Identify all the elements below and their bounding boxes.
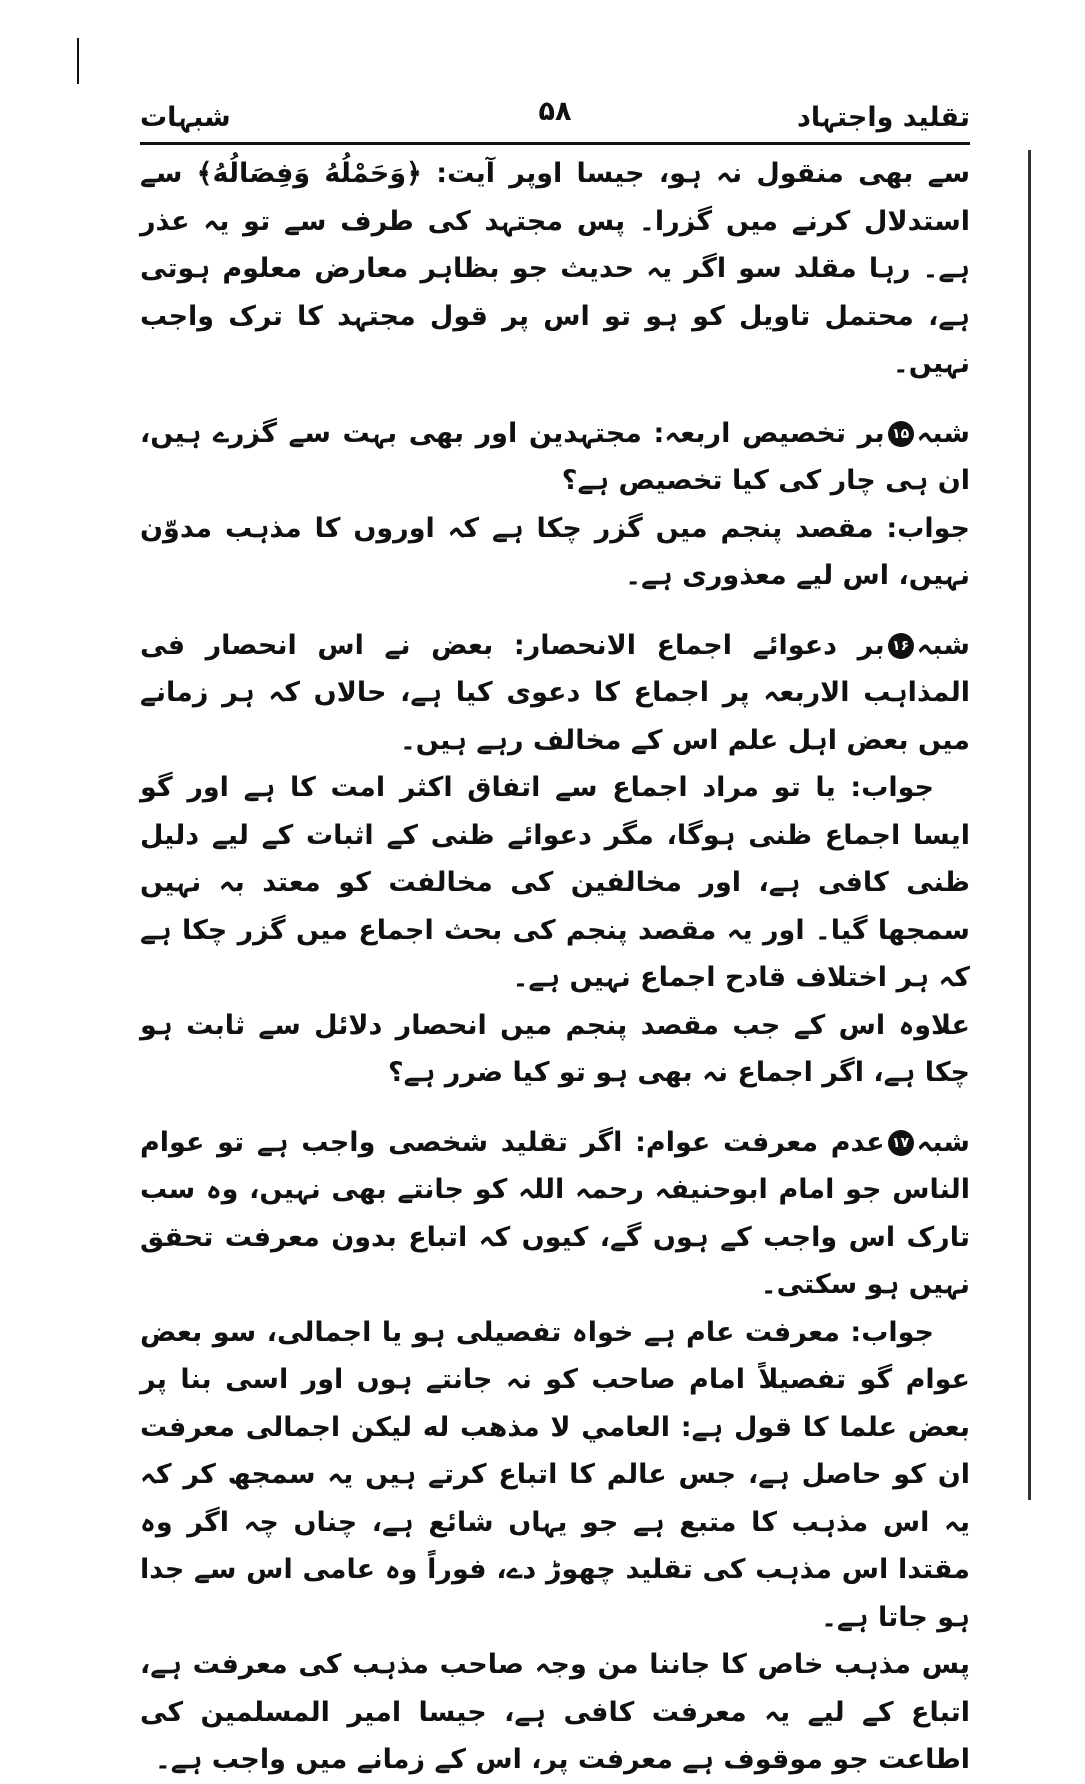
answer-17: جواب: معرفت عام ہے خواہ تفصیلی ہو یا اجمالی، سو بعض عوام گو تفصیلاً امام صاحب کو نہ جانتے ہوں اور اسی بنا پر بعض علما کا قول ہے: العامي لا مذهب له لیکن اجمالی معرفت ان کو حاصل ہے، جس عالم کا اتباع کرتے ہیں یہ سمجھ کر کہ یہ اس مذہب کا متبع ہے جو یہاں شائع ہے، چناں چہ اگر وہ مقتدا اس مذہب کی تقلید چھوڑ دے، فوراً وہ عامی اس سے جدا ہو جاتا ہے۔ [140, 1316, 970, 1633]
book-title: تقلید واجتہاد [797, 101, 970, 133]
paragraph-1-text-a: سے بھی منقول نہ ہو، جیسا اوپر آیت: [436, 158, 971, 189]
page-body [140, 150, 970, 1784]
paragraph-1-text-b: سے استدلال کرنے میں گزرا۔ [140, 158, 970, 237]
question-16-label: شبہ [916, 629, 970, 661]
section-title: شبہات [140, 101, 231, 133]
question-16-number-badge: ۱۶ [888, 633, 914, 659]
spacer [140, 600, 970, 622]
page-header [140, 92, 970, 145]
question-17-number-badge: ۱۷ [888, 1130, 914, 1156]
question-15-number-badge: ۱۵ [888, 421, 914, 447]
question-16-text: بر دعوائے اجماع الانحصار: بعض نے اس انحصار فی المذاہب الاربعہ پر اجماع کا دعوی کیا ہے، حالاں کہ ہر زمانے میں بعض اہل علم اس کے مخالف رہے ہیں۔ [140, 629, 970, 756]
quranic-quote: ﴿وَحَمْلُهُ وَفِصَالُهُ﴾ [196, 158, 422, 189]
answer-15: جواب: مقصد پنجم میں گزر چکا ہے کہ اوروں کا مذہب مدوّن نہیں، اس لیے معذوری ہے۔ [140, 512, 970, 591]
spacer [140, 388, 970, 410]
question-15-text: بر تخصیص اربعہ: مجتہدین اور بھی بہت سے گزرے ہیں، ان ہی چار کی کیا تخصیص ہے؟ [140, 417, 970, 496]
question-17 [140, 1119, 970, 1309]
answer-17-continued: پس مذہب خاص کا جاننا من وجہ صاحب مذہب کی معرفت ہے، اتباع کے لیے یہ معرفت کافی ہے، جیسا امیر المسلمین کی اطاعت جو موقوف ہے معرفت پر، اس کے زمانے میں واجب ہے۔ [140, 1649, 970, 1775]
paragraph-1-line-3: محتمل تاویل کو ہو تو اس پر قول مجتہد کا ترک واجب نہیں۔ [140, 300, 970, 379]
question-16 [140, 622, 970, 765]
answer-16-continued: علاوہ اس کے جب مقصد پنجم میں انحصار دلائل سے ثابت ہو چکا ہے، اگر اجماع نہ بھی ہو تو کیا ضرر ہے؟ [140, 1009, 970, 1088]
scan-edge-mark-top [77, 38, 79, 84]
answer-16: جواب: یا تو مراد اجماع سے اتفاق اکثر امت کا ہے اور گو ایسا اجماع ظنی ہوگا، مگر دعوائے ظنی کے اثبات کے لیے دلیل ظنی کافی ہے، اور مخالفین کی مخالفت کو معتد بہ نہیں سمجھا گیا۔ اور یہ مقصد پنجم کی بحث اجماع میں گزر چکا ہے کہ ہر اختلاف قادح اجماع نہیں ہے۔ [140, 772, 970, 993]
page-number: ۵۸ [538, 96, 572, 127]
question-15-label: شبہ [916, 417, 970, 449]
spacer [140, 1097, 970, 1119]
scan-edge-mark-right [1028, 150, 1031, 1500]
question-15 [140, 410, 970, 505]
paragraph-1-line-2: پس مجتہد کی طرف سے تو یہ عذر ہے۔ رہا مقلد سو اگر یہ حدیث جو بظاہر معارض معلوم ہوتی ہے، [140, 205, 970, 332]
question-17-text: عدم معرفت عوام: اگر تقلید شخصی واجب ہے تو عوام الناس جو امام ابوحنیفہ رحمہ اللہ کو جانتے بھی نہیں، وہ سب تارک اس واجب کے ہوں گے، کیوں کہ اتباع بدون معرفت تحقق نہیں ہو سکتی۔ [140, 1126, 970, 1300]
question-17-label: شبہ [916, 1126, 970, 1158]
paragraph-1 [140, 150, 970, 388]
